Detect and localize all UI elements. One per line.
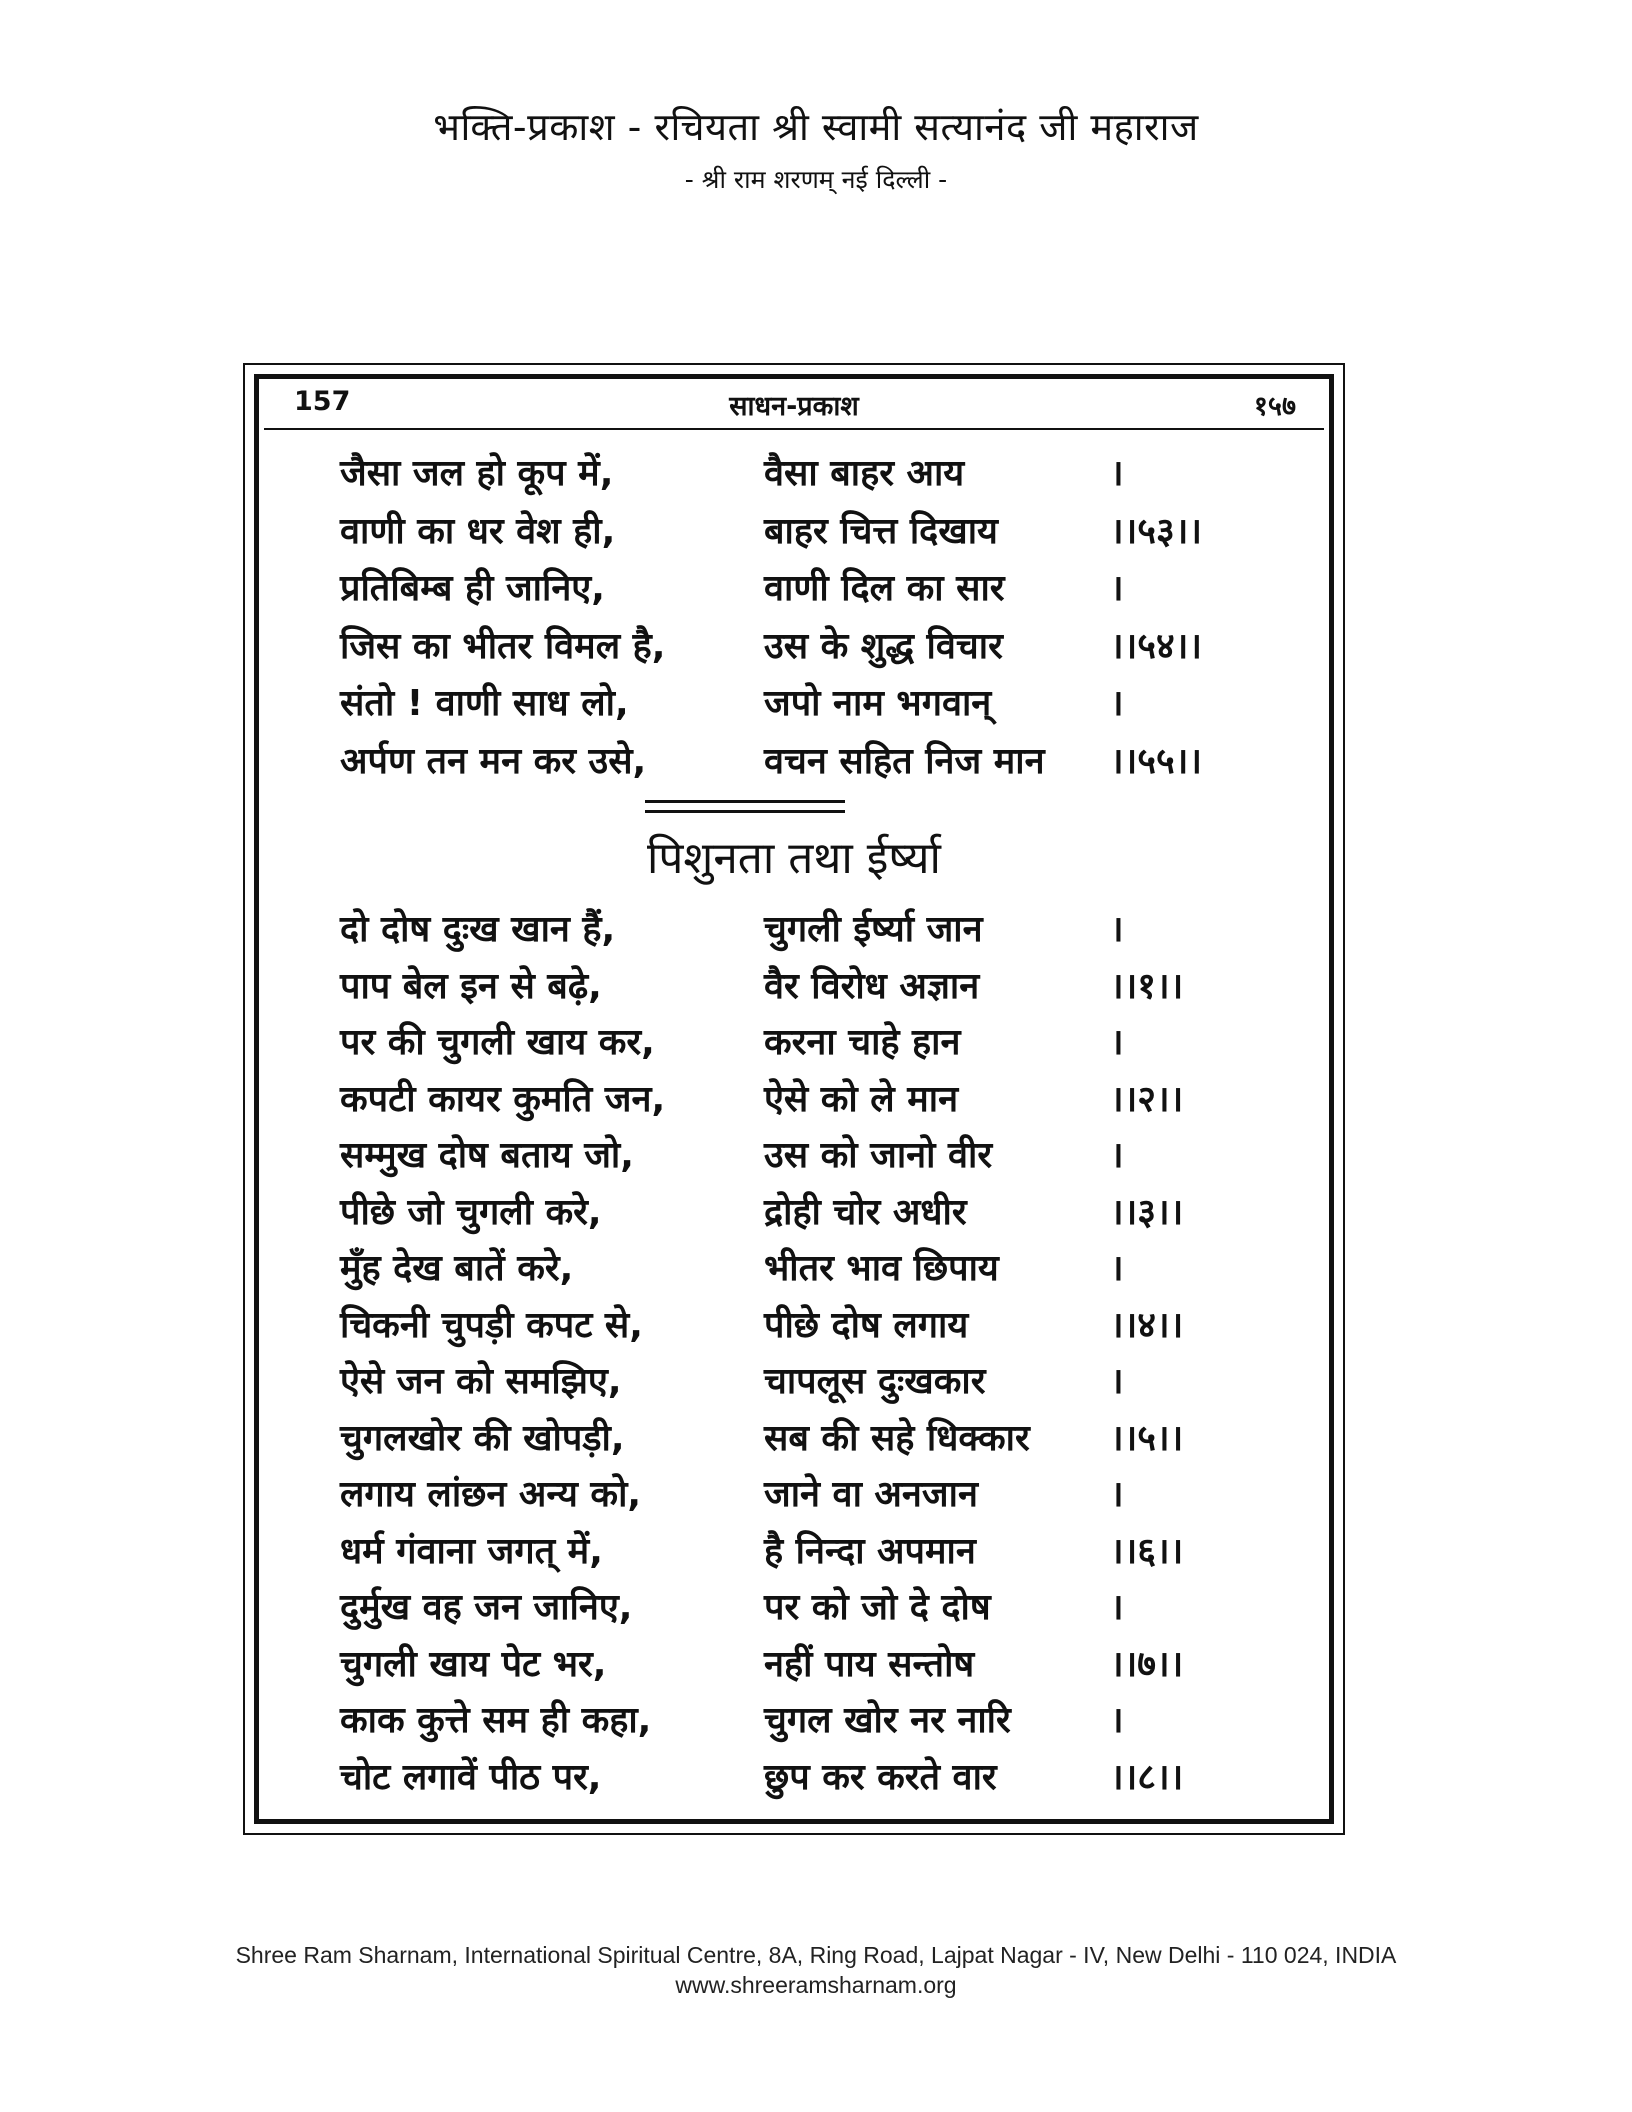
verse-line	[340, 561, 1280, 617]
verse-second-half: वाणी दिल का सार	[764, 568, 1005, 609]
verse-second-half: बाहर चित्त दिखाय	[764, 510, 998, 552]
verse-number: ।	[1110, 1587, 1124, 1628]
verse-first-half: ऐसे जन को समझिए,	[340, 1361, 622, 1402]
verse-number: ।।५४।।	[1110, 625, 1203, 667]
verse-first-half: वाणी का धर वेश ही,	[340, 510, 616, 552]
verse-number: ।।८।।	[1110, 1756, 1184, 1798]
chapter-title: साधन-प्रकाश	[729, 391, 859, 422]
verse-line	[340, 1693, 1280, 1749]
verse-first-half: चुगलखोर की खोपड़ी,	[340, 1417, 625, 1459]
verse-number: ।।१।।	[1110, 965, 1184, 1007]
verse-second-half: जपो नाम भगवान्	[764, 683, 992, 724]
verse-number: ।	[1110, 683, 1124, 724]
verse-first-half: मुँह देख बातें करे,	[340, 1248, 574, 1289]
footer-address: Shree Ram Sharnam, International Spiritual Centre, 8A, Ring Road, Lajpat Nagar - IV, New Delhi - 110 024, INDIA	[235, 1942, 1397, 1968]
verse-first-half: अर्पण तन मन कर उसे,	[340, 740, 647, 782]
page-number-devanagari: १५७	[1253, 391, 1296, 422]
verse-line	[340, 1072, 1280, 1128]
verse-number: ।	[1110, 453, 1124, 494]
verse-second-half: उस के शुद्ध विचार	[764, 625, 1003, 667]
verse-number: ।	[1110, 1361, 1124, 1402]
verse-number: ।	[1110, 1022, 1124, 1063]
verse-first-half: पर की चुगली खाय कर,	[340, 1022, 655, 1063]
verse-second-half: जाने वा अनजान	[764, 1474, 978, 1515]
verse-second-half: चुगल खोर नर नारि	[764, 1700, 1011, 1741]
verse-line	[340, 1185, 1280, 1241]
verse-first-half: दुर्मुख वह जन जानिए,	[340, 1587, 633, 1628]
document-header-title: भक्ति-प्रकाश - रचियता श्री स्वामी सत्यानंद जी महाराज	[433, 105, 1199, 149]
verse-line	[340, 1354, 1280, 1410]
verse-line	[340, 1128, 1280, 1184]
verse-second-half: है निन्दा अपमान	[764, 1530, 976, 1572]
verse-number: ।।४।।	[1110, 1304, 1184, 1346]
verse-second-half: नहीं पाय सन्तोष	[764, 1643, 975, 1685]
verse-second-half: चापलूस दुःखकार	[764, 1361, 986, 1402]
verse-number: ।।७।।	[1110, 1643, 1184, 1685]
verse-second-half: उस को जानो वीर	[764, 1135, 993, 1176]
section-title: पिशुनता तथा ईर्ष्या	[647, 833, 941, 884]
verse-line	[340, 1298, 1280, 1354]
verse-second-half: चुगली ईर्ष्या जान	[764, 909, 983, 950]
verse-line	[340, 1637, 1280, 1693]
footer-website: www.shreeramsharnam.org	[675, 1972, 957, 1998]
verse-number: ।।६।।	[1110, 1530, 1184, 1572]
page-number: 157	[294, 386, 351, 417]
verse-second-half: वैर विरोध अज्ञान	[764, 965, 980, 1007]
verse-first-half: संतो ! वाणी साध लो,	[340, 683, 629, 724]
verse-number: ।	[1110, 1474, 1124, 1515]
verse-line	[340, 902, 1280, 958]
verse-number: ।	[1110, 1248, 1124, 1289]
verse-number: ।	[1110, 909, 1124, 950]
running-head-rule	[264, 428, 1324, 430]
verse-first-half: काक कुत्ते सम ही कहा,	[340, 1700, 652, 1741]
verse-number: ।।५।।	[1110, 1417, 1184, 1459]
verse-first-half: लगाय लांछन अन्य को,	[340, 1474, 642, 1515]
verse-second-half: वैसा बाहर आय	[764, 453, 965, 494]
verse-number: ।	[1110, 1700, 1124, 1741]
verse-line	[340, 1750, 1280, 1806]
verse-line	[340, 676, 1280, 732]
verse-line	[340, 1467, 1280, 1523]
verse-line	[340, 734, 1280, 790]
verse-number: ।।५३।।	[1110, 510, 1203, 552]
verse-number: ।।५५।।	[1110, 740, 1203, 782]
verse-line	[340, 1015, 1280, 1071]
verse-second-half: छुप कर करते वार	[764, 1756, 997, 1798]
verse-line	[340, 619, 1280, 675]
verse-second-half: सब की सहे धिक्कार	[764, 1417, 1030, 1459]
verse-line	[340, 959, 1280, 1015]
verse-second-half: करना चाहे हान	[764, 1022, 961, 1063]
verse-line	[340, 1241, 1280, 1297]
verse-second-half: पीछे दोष लगाय	[764, 1304, 969, 1346]
verse-second-half: वचन सहित निज मान	[764, 740, 1045, 782]
verse-first-half: प्रतिबिम्ब ही जानिए,	[340, 568, 605, 609]
verse-second-half: पर को जो दे दोष	[764, 1587, 991, 1628]
verse-line	[340, 1580, 1280, 1636]
document-header-subtitle: - श्री राम शरणम् नई दिल्ली -	[684, 165, 948, 194]
verse-first-half: जैसा जल हो कूप में,	[340, 453, 614, 494]
verse-first-half: धर्म गंवाना जगत् में,	[340, 1530, 603, 1572]
verse-number: ।	[1110, 1135, 1124, 1176]
verse-first-half: सम्मुख दोष बताय जो,	[340, 1135, 634, 1176]
verse-second-half: भीतर भाव छिपाय	[764, 1248, 999, 1289]
verse-first-half: चुगली खाय पेट भर,	[340, 1643, 607, 1685]
verse-number: ।।२।।	[1110, 1078, 1184, 1120]
verse-number: ।	[1110, 568, 1124, 609]
verse-first-half: चोट लगावें पीठ पर,	[340, 1756, 602, 1798]
verse-first-half: जिस का भीतर विमल है,	[340, 625, 666, 667]
verse-line	[340, 1524, 1280, 1580]
verse-first-half: चिकनी चुपड़ी कपट से,	[340, 1304, 643, 1346]
verse-first-half: कपटी कायर कुमति जन,	[340, 1078, 666, 1120]
section-divider	[645, 800, 845, 803]
verse-first-half: पीछे जो चुगली करे,	[340, 1191, 602, 1233]
running-head	[254, 386, 1334, 430]
verse-second-half: ऐसे को ले मान	[764, 1078, 959, 1120]
verse-number: ।।३।।	[1110, 1191, 1184, 1233]
verse-first-half: दो दोष दुःख खान हैं,	[340, 909, 616, 950]
verse-second-half: द्रोही चोर अधीर	[764, 1191, 967, 1233]
verse-first-half: पाप बेल इन से बढ़े,	[340, 965, 602, 1007]
verse-line	[340, 1411, 1280, 1467]
verse-line	[340, 446, 1280, 502]
verse-line	[340, 504, 1280, 560]
section-divider	[645, 810, 845, 813]
